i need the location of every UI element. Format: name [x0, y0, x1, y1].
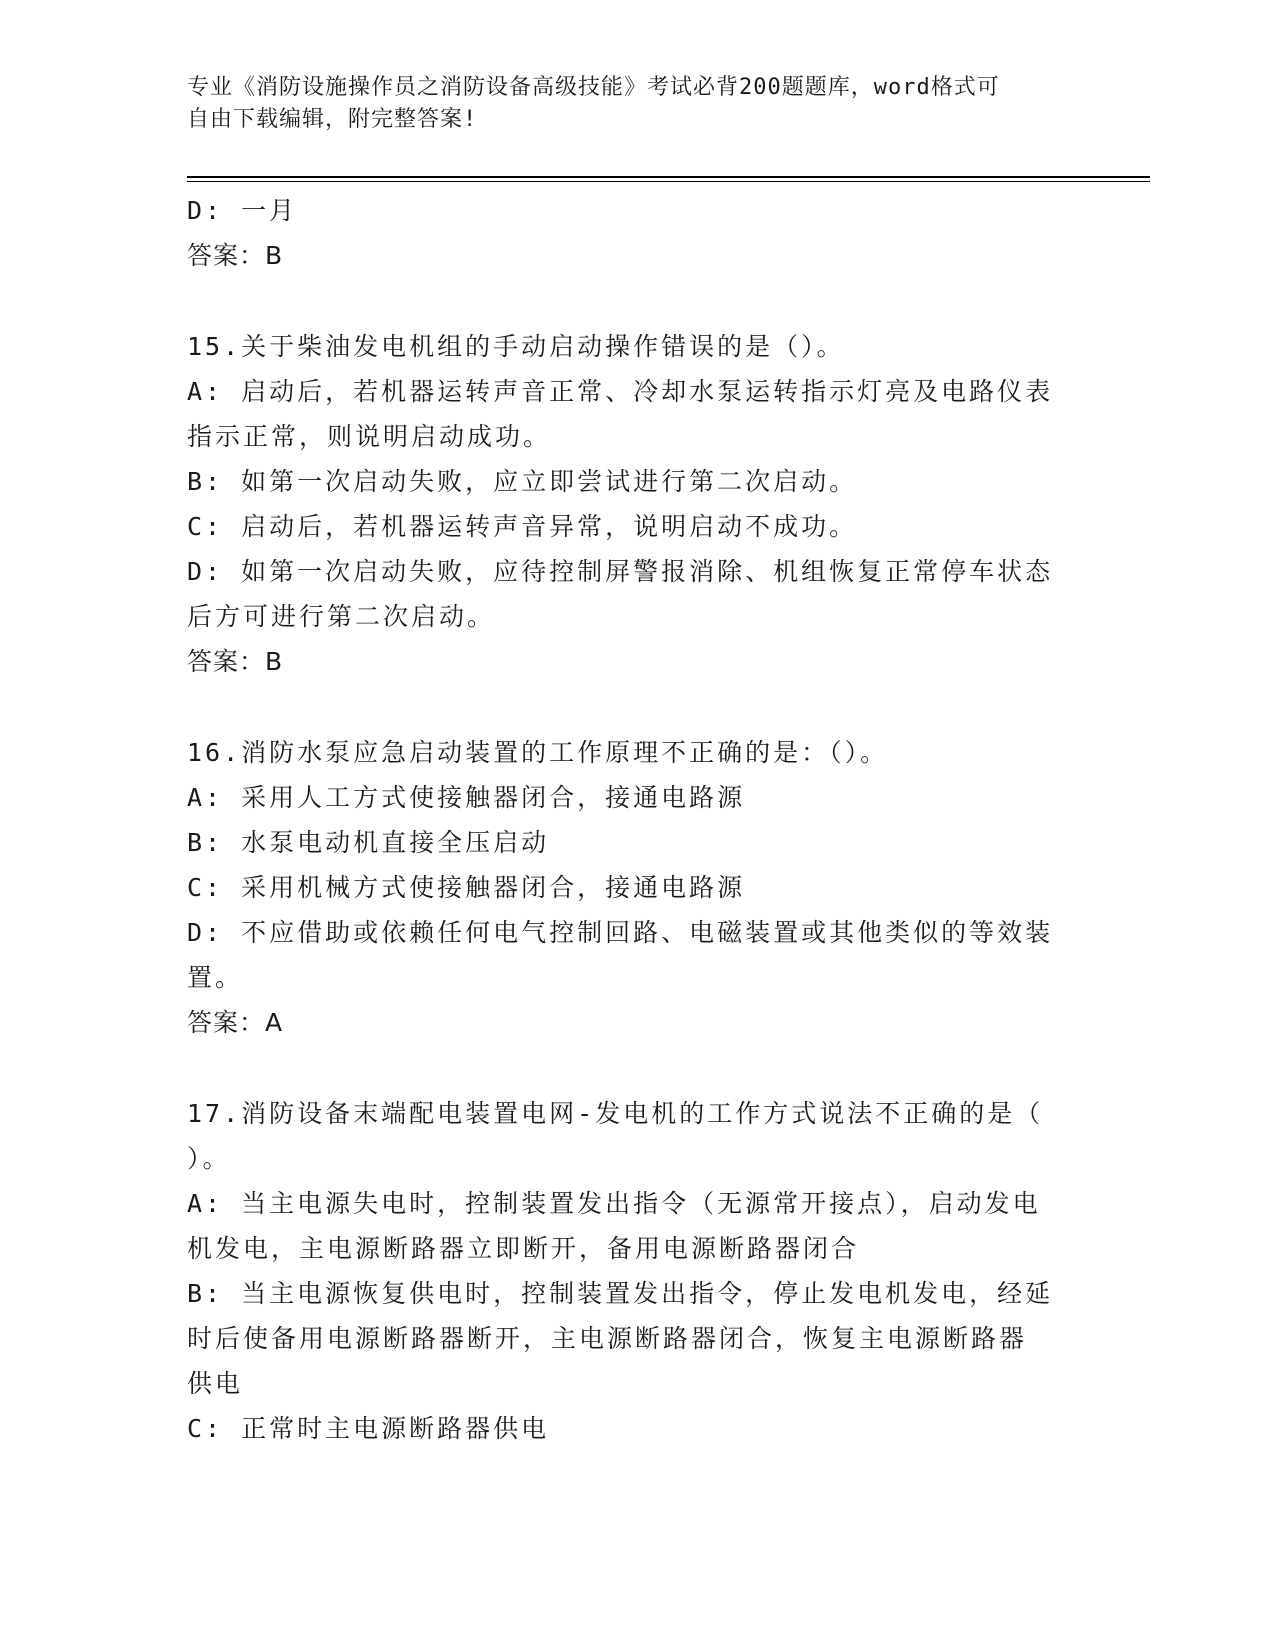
- answer-line: 答案：B: [187, 241, 284, 270]
- stem-line: ）。: [187, 1144, 231, 1173]
- option-line: D: 不应借助或依赖任何电气控制回路、电磁装置或其他类似的等效装: [187, 918, 1054, 947]
- option-line: 后方可进行第二次启动。: [187, 602, 496, 631]
- option-c: [187, 865, 1077, 910]
- option-line: C: 正常时主电源断路器供电: [187, 1414, 550, 1443]
- option-d: [187, 910, 1077, 1000]
- option-a: [187, 775, 1077, 820]
- question-15: [187, 324, 1077, 684]
- option-line: B: 水泵电动机直接全压启动: [187, 828, 550, 857]
- option-line: C: 启动后，若机器运转声音异常，说明启动不成功。: [187, 512, 858, 541]
- option-line: B: 当主电源恢复供电时，控制装置发出指令，停止发电机发电，经延: [187, 1279, 1054, 1308]
- answer-line: 答案：A: [187, 1008, 284, 1037]
- header-line-2: 自由下载编辑，附完整答案!: [187, 107, 478, 132]
- document-body: [187, 188, 1077, 1451]
- previous-question-tail: [187, 188, 1077, 278]
- option-line: A: 当主电源失电时，控制装置发出指令（无源常开接点），启动发电: [187, 1189, 1041, 1218]
- page-header: [187, 72, 1067, 136]
- option-a: [187, 369, 1077, 459]
- question-stem: 16.消防水泵应急启动装置的工作原理不正确的是：（）。: [187, 738, 889, 767]
- question-16: [187, 730, 1077, 1045]
- question-stem: 15.关于柴油发电机组的手动启动操作错误的是（）。: [187, 332, 845, 361]
- option-line: A: 启动后，若机器运转声音正常、冷却水泵运转指示灯亮及电路仪表: [187, 377, 1054, 406]
- question-stem: [187, 1091, 1077, 1181]
- option-c: [187, 1406, 1077, 1451]
- option-a: [187, 1181, 1077, 1271]
- option-line: D: 如第一次启动失败，应待控制屏警报消除、机组恢复正常停车状态: [187, 557, 1054, 586]
- option-line: A: 采用人工方式使接触器闭合，接通电路源: [187, 783, 746, 812]
- option-b: [187, 459, 1077, 504]
- option-line: 供电: [187, 1369, 244, 1398]
- header-divider-thin: [187, 181, 1150, 182]
- option-line: C: 采用机械方式使接触器闭合，接通电路源: [187, 873, 746, 902]
- answer-line: 答案：B: [187, 647, 284, 676]
- stem-line: 17.消防设备末端配电装置电网-发电机的工作方式说法不正确的是（: [187, 1099, 1044, 1128]
- option-d: D: 一月: [187, 196, 298, 225]
- option-line: 机发电，主电源断路器立即断开，备用电源断路器闭合: [187, 1234, 860, 1263]
- option-b: [187, 1271, 1077, 1406]
- option-c: [187, 504, 1077, 549]
- option-line: 置。: [187, 963, 244, 992]
- option-line: 指示正常，则说明启动成功。: [187, 422, 552, 451]
- question-17: [187, 1091, 1077, 1451]
- option-line: B: 如第一次启动失败，应立即尝试进行第二次启动。: [187, 467, 858, 496]
- option-line: 时后使备用电源断路器断开，主电源断路器闭合，恢复主电源断路器: [187, 1324, 1028, 1353]
- header-line-1: 专业《消防设施操作员之消防设备高级技能》考试必背200题题库，word格式可: [187, 75, 1000, 100]
- header-divider-thick: [187, 176, 1150, 178]
- option-b: [187, 820, 1077, 865]
- option-d: [187, 549, 1077, 639]
